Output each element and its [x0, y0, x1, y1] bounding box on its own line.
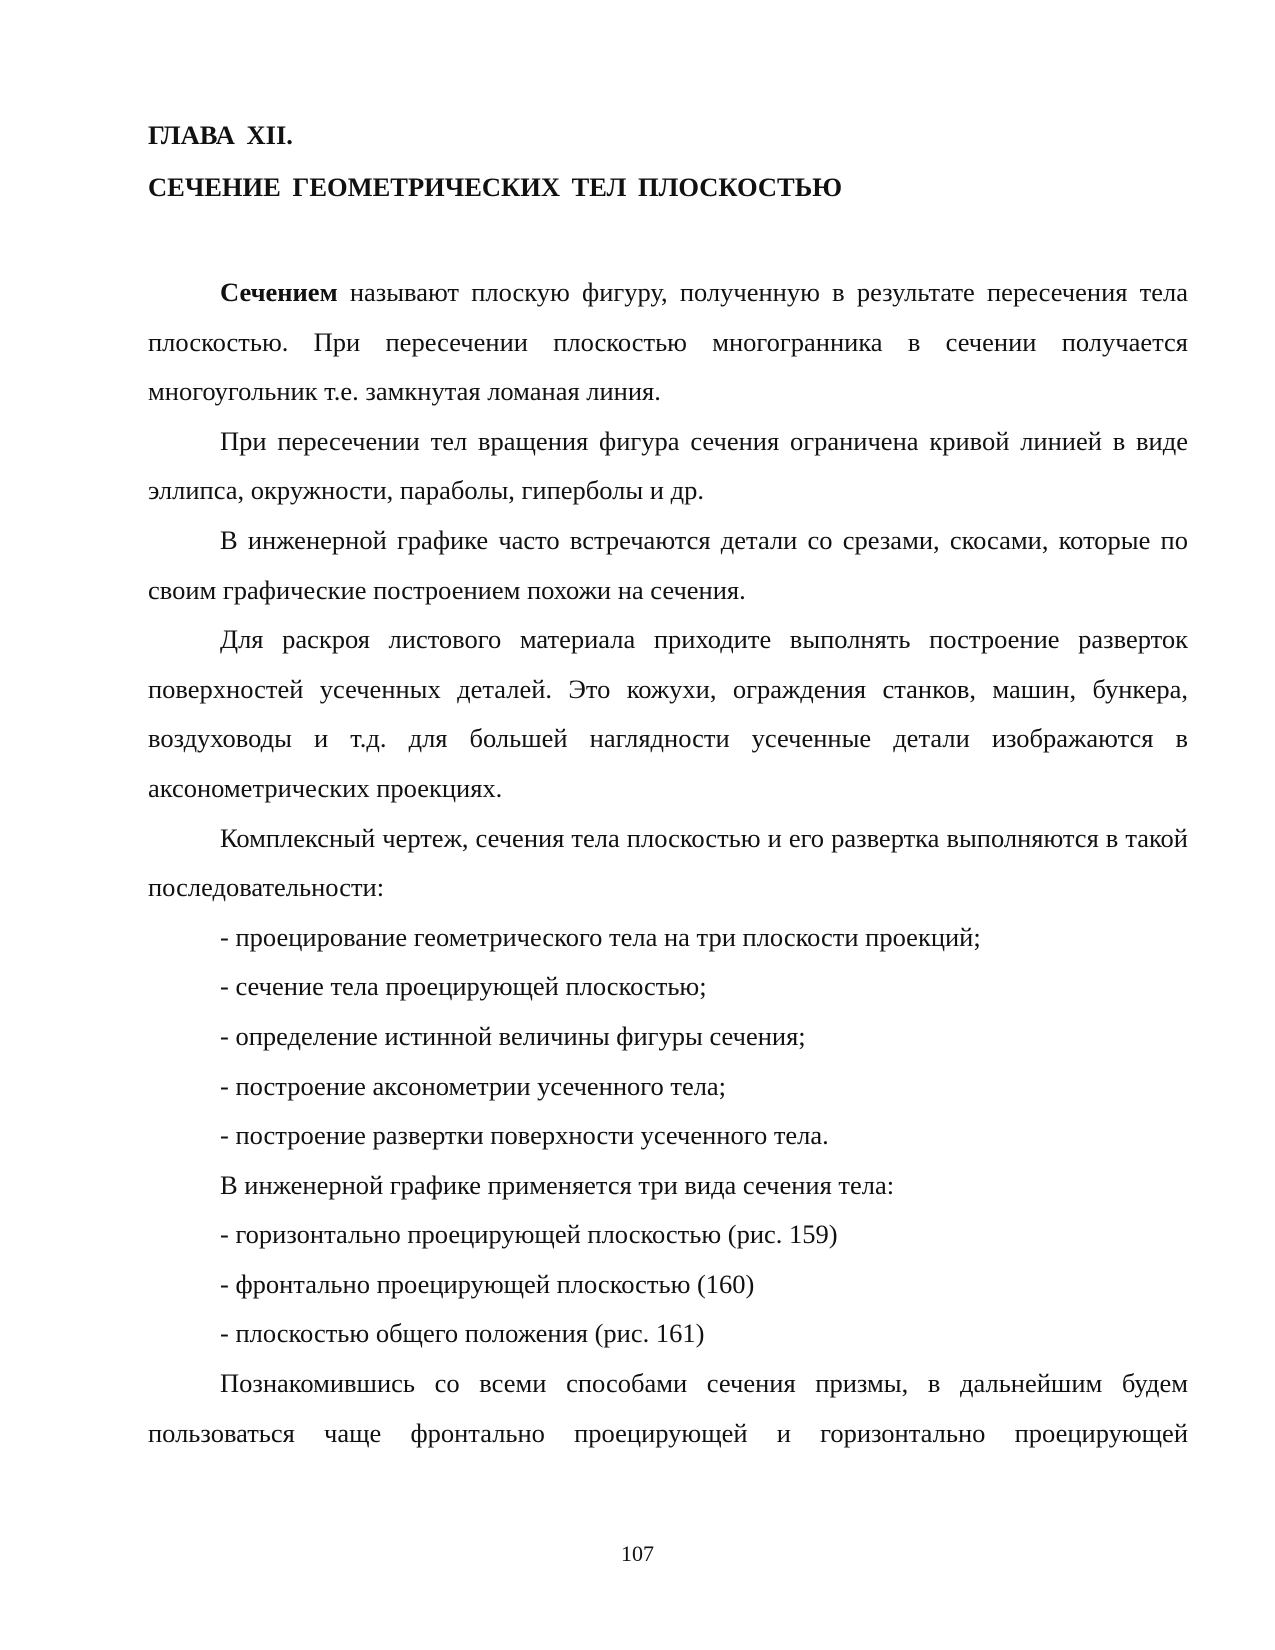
section-type-item: - плоскостью общего положения (рис. 161) [220, 1318, 705, 1349]
paragraph-sheet-cutting: Для раскроя листового материала приходите выполнять построение разверток поверхностей усеченных деталей. Это кожухи, ограждения станков, машин, бункера, воздуховоды и т.д. для большей наглядности усеченные детали изображаются в аксонометрических проекциях. [148, 624, 1188, 803]
chapter-number: ГЛАВА XII. [148, 120, 293, 150]
sequence-step: - построение аксонометрии усеченного тела; [220, 1070, 727, 1101]
paragraph-sequence-intro: Комплексный чертеж, сечения тела плоскостью и его развертка выполняются в такой последовательности: [148, 822, 1188, 903]
paragraph-rotation-bodies: При пересечении тел вращения фигура сечения ограничена кривой линией в виде эллипса, окружности, параболы, гиперболы и др. [148, 425, 1188, 506]
section-type-item: - фронтально проецирующей плоскостью (160) [220, 1268, 755, 1299]
section-type-item: - горизонтально проецирующей плоскостью (рис. 159) [220, 1219, 838, 1250]
closing-paragraph: Познакомившись со всеми способами сечения призмы, в дальнейшим будем пользоваться чаще фронтально проецирующей и горизонтально проецирующей [148, 1368, 1188, 1448]
sequence-step: - проецирование геометрического тела на три плоскости проекций; [220, 921, 981, 952]
definition-paragraph [148, 268, 1188, 417]
chapter-title: СЕЧЕНИЕ ГЕОМЕТРИЧЕСКИХ ТЕЛ ПЛОСКОСТЬЮ [148, 172, 843, 202]
body-text [148, 268, 1188, 1458]
page-number: 107 [621, 1541, 654, 1566]
sequence-step: - определение истинной величины фигуры сечения; [220, 1020, 806, 1051]
sequence-step: - построение развертки поверхности усеченного тела. [220, 1120, 829, 1151]
paragraph-cuts-bevels: В инженерной графике часто встречаются детали со срезами, скосами, которые по своим графические построением похожи на сечения. [148, 524, 1188, 605]
section-types-intro: В инженерной графике применяется три вида сечения тела: [220, 1169, 895, 1200]
sequence-step: - сечение тела проецирующей плоскостью; [220, 971, 707, 1002]
definition-term: Сечением [220, 277, 338, 307]
definition-text: называют плоскую фигуру, полученную в результате пересечения тела плоскостью. При пересечении плоскостью многогранника в сечении получается многоугольник т.е. замкнутая ломаная линия. [148, 277, 1188, 407]
